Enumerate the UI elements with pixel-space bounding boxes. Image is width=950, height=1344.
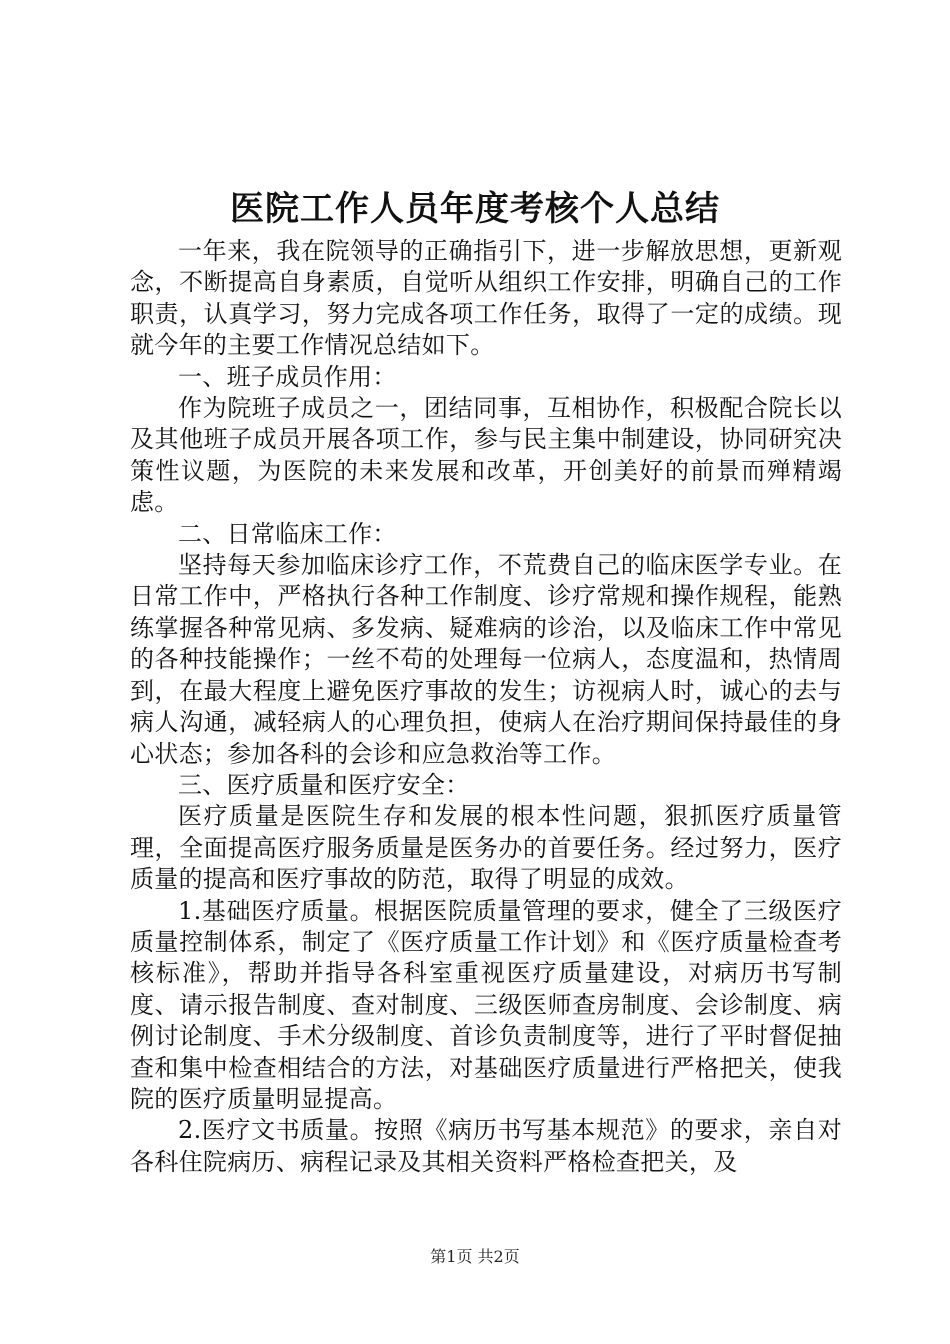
paragraph-section-1: 作为院班子成员之一，团结同事，互相协作，积极配合院长以及其他班子成员开展各项工作，参与民主集中制建设，协同研究决策性议题，为医院的未来发展和改革，开创美好的前景而殚精竭虑。 xyxy=(130,394,842,517)
paragraph-section-3: 医疗质量是医院生存和发展的根本性问题，狠抓医疗质量管理，全面提高医疗服务质量是医务办的首要任务。经过努力，医疗质量的提高和医疗事故的防范，取得了明显的成效。 xyxy=(130,802,842,894)
section-heading-2: 二、日常临床工作： xyxy=(178,519,397,548)
page-number-footer: 第1页 共2页 xyxy=(430,1247,520,1266)
section-heading-3: 三、医疗质量和医疗安全： xyxy=(178,770,470,799)
paragraph-section-2: 坚持每天参加临床诊疗工作，不荒费自己的临床医学专业。在日常工作中，严格执行各种工作制度、诊疗常规和操作规程，能熟练掌握各种常见病、多发病、疑难病的诊治，以及临床工作中常见的各种技能操作；一丝不苟的处理每一位病人，态度温和，热情周到，在最大程度上避免医疗事故的发生；访视病人时，诚心的去与病人沟通，减轻病人的心理负担，使病人在治疗期间保持最佳的身心状态；参加各科的会诊和应急救治等工作。 xyxy=(130,551,842,768)
paragraph-item-1: 1.基础医疗质量。根据医院质量管理的要求，健全了三级医疗质量控制体系，制定了《医疗质量工作计划》和《医疗质量检查考核标准》，帮助并指导各科室重视医疗质量建设，对病历书写制度、请示报告制度、查对制度、三级医师查房制度、会诊制度、病例讨论制度、手术分级制度、首诊负责制度等，进行了平时督促抽查和集中检查相结合的方法，对基础医疗质量进行严格把关，使我院的医疗质量明显提高。 xyxy=(130,896,842,1113)
section-heading-1: 一、班子成员作用： xyxy=(178,362,397,391)
document-title: 医院工作人员年度考核个人总结 xyxy=(230,189,720,229)
document-body xyxy=(130,236,842,1178)
paragraph-intro: 一年来，我在院领导的正确指引下，进一步解放思想，更新观念，不断提高自身素质，自觉听从组织工作安排，明确自己的工作职责，认真学习，努力完成各项工作任务，取得了一定的成绩。现就今年的主要工作情况总结如下。 xyxy=(130,237,842,360)
paragraph-item-2: 2.医疗文书质量。按照《病历书写基本规范》的要求，亲自对各科住院病历、病程记录及其相关资料严格检查把关，及 xyxy=(130,1116,842,1176)
